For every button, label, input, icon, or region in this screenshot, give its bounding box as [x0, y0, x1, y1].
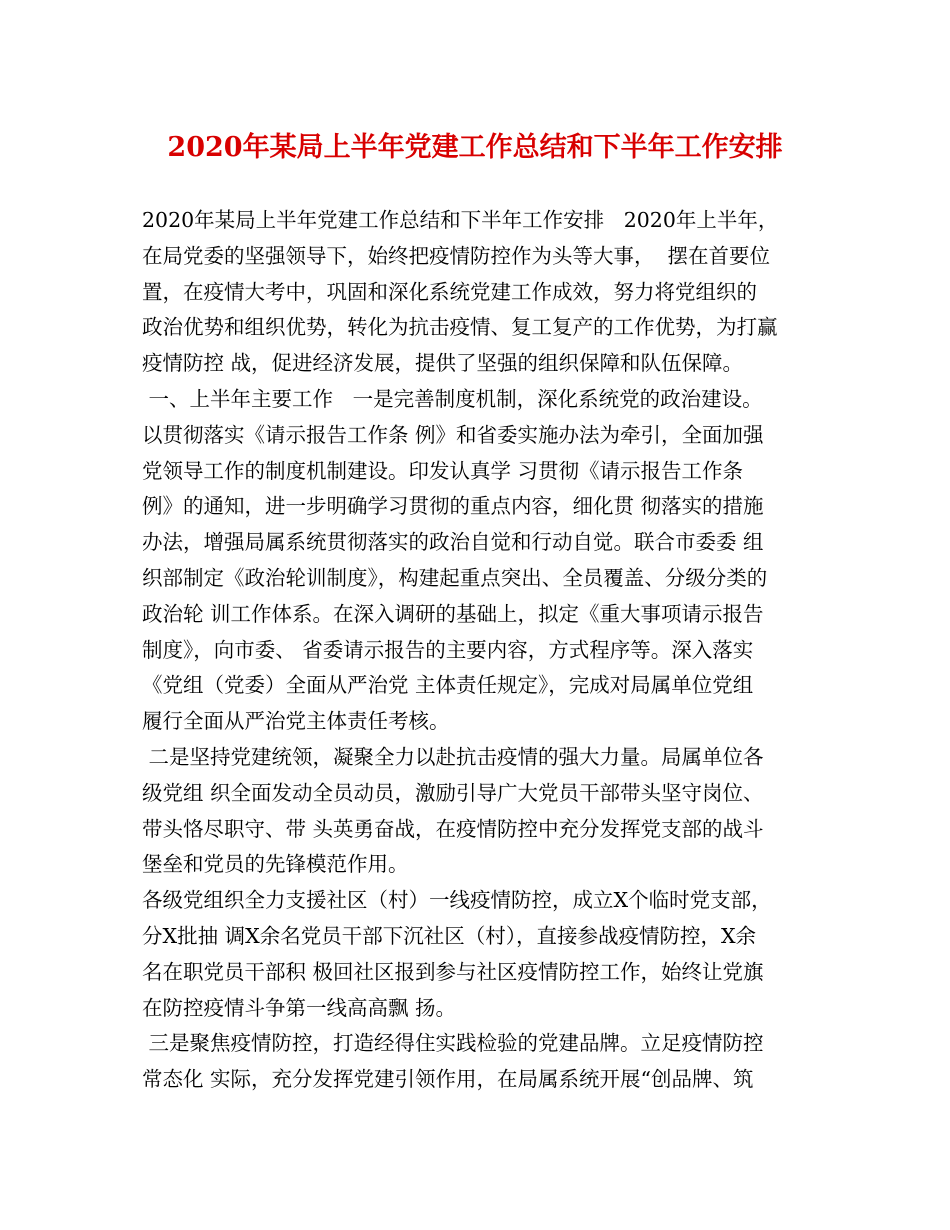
body-line: 三是聚焦疫情防控，打造经得住实践检验的党建品牌。立足疫情防控 — [142, 1031, 764, 1056]
body-line: 堡垒和党员的先锋模范作用。 — [142, 852, 409, 877]
document-body — [142, 203, 822, 1098]
document-title: 2020年某局上半年党建工作总结和下半年工作安排 — [167, 132, 783, 163]
body-line: 常态化 实际，充分发挥党建引领作用，在局属系统开展“创品牌、筑 — [142, 1067, 754, 1092]
body-line: 各级党组织全力支援社区（村）一线疫情防控，成立X个临时党支部， — [142, 888, 772, 913]
body-line: 名在职党员干部积 极回社区报到参与社区疫情防控工作，始终让党旗 — [142, 959, 764, 984]
body-line: 以贯彻落实《请示报告工作条 例》和省委实施办法为牵引，全面加强 — [142, 422, 764, 447]
body-line: 党领导工作的制度机制建设。印发认真学 习贯彻《请示报告工作条 — [142, 458, 744, 483]
body-line: 分X批抽 调X余名党员干部下沉社区（村），直接参战疫情防控，X余 — [142, 923, 757, 948]
body-line: 政治优势和组织优势，转化为抗击疫情、复工复产的工作优势，为打赢 — [142, 315, 778, 340]
body-line: 织部制定《政治轮训制度》，构建起重点突出、全员覆盖、分级分类的 — [142, 565, 768, 590]
body-line: 政治轮 训工作体系。在深入调研的基础上，拟定《重大事项请示报告 — [142, 601, 764, 626]
body-line: 2020年某局上半年党建工作总结和下半年工作安排 2020年上半年， — [142, 208, 779, 232]
body-line: 办法，增强局属系统贯彻落实的政治自觉和行动自觉。联合市委委 组 — [142, 530, 764, 555]
body-line: 制度》，向市委、 省委请示报告的主要内容，方式程序等。深入落实 — [142, 637, 754, 662]
body-line: 级党组 织全面发动全员动员，激励引导广大党员干部带头坚守岗位、 — [142, 780, 764, 805]
body-line: 置，在疫情大考中，巩固和深化系统党建工作成效，努力将党组织的 — [142, 279, 757, 304]
body-line: 履行全面从严治党主体责任考核。 — [142, 709, 450, 734]
body-line: 在局党委的坚强领导下，始终把疫情防控作为头等大事， 摆在首要位 — [142, 243, 771, 268]
body-line: 二是坚持党建统领，凝聚全力以赴抗击疫情的强大力量。局属单位各 — [142, 744, 764, 769]
body-line: 例》的通知，进一步明确学习贯彻的重点内容，细化贯 彻落实的措施 — [142, 494, 764, 519]
body-line: 在防控疫情斗争第一线高高飘 扬。 — [142, 995, 457, 1020]
body-line: 一、上半年主要工作 一是完善制度机制，深化系统党的政治建设。 — [142, 386, 763, 411]
body-line: 疫情防控 战，促进经济发展，提供了坚强的组织保障和队伍保障。 — [142, 351, 744, 376]
body-line: 《党组（党委）全面从严治党 主体责任规定》，完成对局属单位党组 — [142, 673, 754, 698]
body-line: 带头恪尽职守、带 头英勇奋战，在疫情防控中充分发挥党支部的战斗 — [142, 816, 764, 841]
